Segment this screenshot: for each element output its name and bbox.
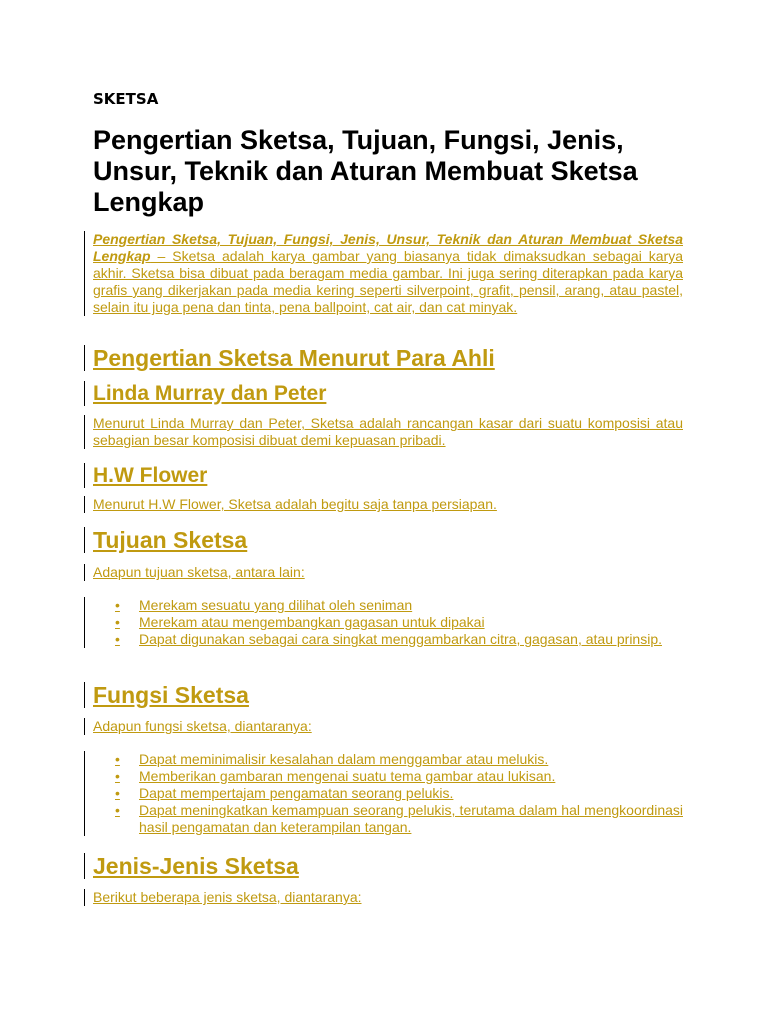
section-heading-jenis: Jenis-Jenis Sketsa — [93, 853, 299, 879]
document-label: SKETSA — [93, 90, 159, 108]
expert1-text-block — [84, 415, 683, 449]
jenis-intro: Berikut beberapa jenis sketsa, diantaranya: — [93, 889, 362, 905]
bullet-icon: • — [115, 614, 120, 630]
tujuan-list — [93, 597, 683, 648]
list-item-text: Dapat meningkatkan kemampuan seorang pelukis, terutama dalam hal mengkoordinasi hasil pengamatan dan keterampilan tangan. — [139, 802, 683, 835]
experts-heading-block — [84, 345, 683, 371]
list-item-text: Dapat digunakan sebagai cara singkat menggambarkan citra, gagasan, atau prinsip. — [139, 631, 662, 647]
list-item — [93, 768, 683, 785]
jenis-intro-block — [84, 889, 683, 906]
bullet-icon: • — [115, 597, 120, 613]
list-item — [93, 631, 683, 648]
expert2-heading-block — [84, 463, 683, 488]
list-item-text: Dapat mempertajam pengamatan seorang pelukis. — [139, 785, 454, 801]
intro-paragraph — [93, 231, 683, 316]
tujuan-list-block — [84, 597, 683, 648]
expert-text-linda-murray: Menurut Linda Murray dan Peter, Sketsa adalah rancangan kasar dari suatu komposisi atau sebagian besar komposisi dibuat demi kepuasan pribadi. — [93, 415, 683, 448]
expert-text-hw-flower: Menurut H.W Flower, Sketsa adalah begitu saja tanpa persiapan. — [93, 496, 497, 512]
fungsi-intro-block — [84, 718, 683, 735]
bullet-icon: • — [115, 785, 120, 801]
intro-title-link[interactable]: Pengertian Sketsa, Tujuan, Fungsi, Jenis, Unsur, Teknik dan Aturan Membuat Sketsa Lengkap — [93, 231, 683, 264]
list-item-text: Merekam atau mengembangkan gagasan untuk dipakai — [139, 614, 485, 630]
fungsi-list-block — [84, 751, 683, 836]
bullet-icon: • — [115, 631, 120, 647]
jenis-heading-block — [84, 853, 683, 879]
list-item — [93, 802, 683, 836]
list-item — [93, 597, 683, 614]
fungsi-list — [93, 751, 683, 836]
bullet-icon: • — [115, 751, 120, 767]
intro-block — [84, 231, 683, 316]
bullet-icon: • — [115, 768, 120, 784]
tujuan-intro-block — [84, 564, 683, 581]
section-heading-experts: Pengertian Sketsa Menurut Para Ahli — [93, 345, 495, 371]
section-heading-tujuan: Tujuan Sketsa — [93, 527, 248, 553]
expert-heading-linda-murray: Linda Murray dan Peter — [93, 382, 327, 405]
list-item — [93, 614, 683, 631]
fungsi-heading-block — [84, 682, 683, 708]
list-item-text: Dapat meminimalisir kesalahan dalam menggambar atau melukis. — [139, 751, 549, 767]
list-item-text: Merekam sesuatu yang dilihat oleh seniman — [139, 597, 413, 613]
page-title: Pengertian Sketsa, Tujuan, Fungsi, Jenis, Unsur, Teknik dan Aturan Membuat Sketsa Lengkap — [93, 125, 638, 217]
tujuan-intro: Adapun tujuan sketsa, antara lain: — [93, 564, 305, 580]
intro-body: – Sketsa adalah karya gambar yang biasanya tidak dimaksudkan sebagai karya akhir. Sketsa bisa dibuat pada beragam media gambar. Ini juga sering diterapkan pada karya grafis yang dikerjakan pada media kering seperti silverpoint, grafit, pensil, arang, atau pastel, selain itu juga pena dan tinta, pena ballpoint, cat air, dan cat minyak. — [93, 248, 683, 315]
list-item — [93, 751, 683, 768]
tujuan-heading-block — [84, 527, 683, 553]
section-heading-fungsi: Fungsi Sketsa — [93, 682, 249, 708]
expert-heading-hw-flower: H.W Flower — [93, 464, 208, 487]
bullet-icon: • — [115, 802, 120, 818]
fungsi-intro: Adapun fungsi sketsa, diantaranya: — [93, 718, 312, 734]
list-item — [93, 785, 683, 802]
list-item-text: Memberikan gambaran mengenai suatu tema gambar atau lukisan. — [139, 768, 556, 784]
expert2-text-block — [84, 496, 683, 513]
expert1-heading-block — [84, 381, 683, 406]
